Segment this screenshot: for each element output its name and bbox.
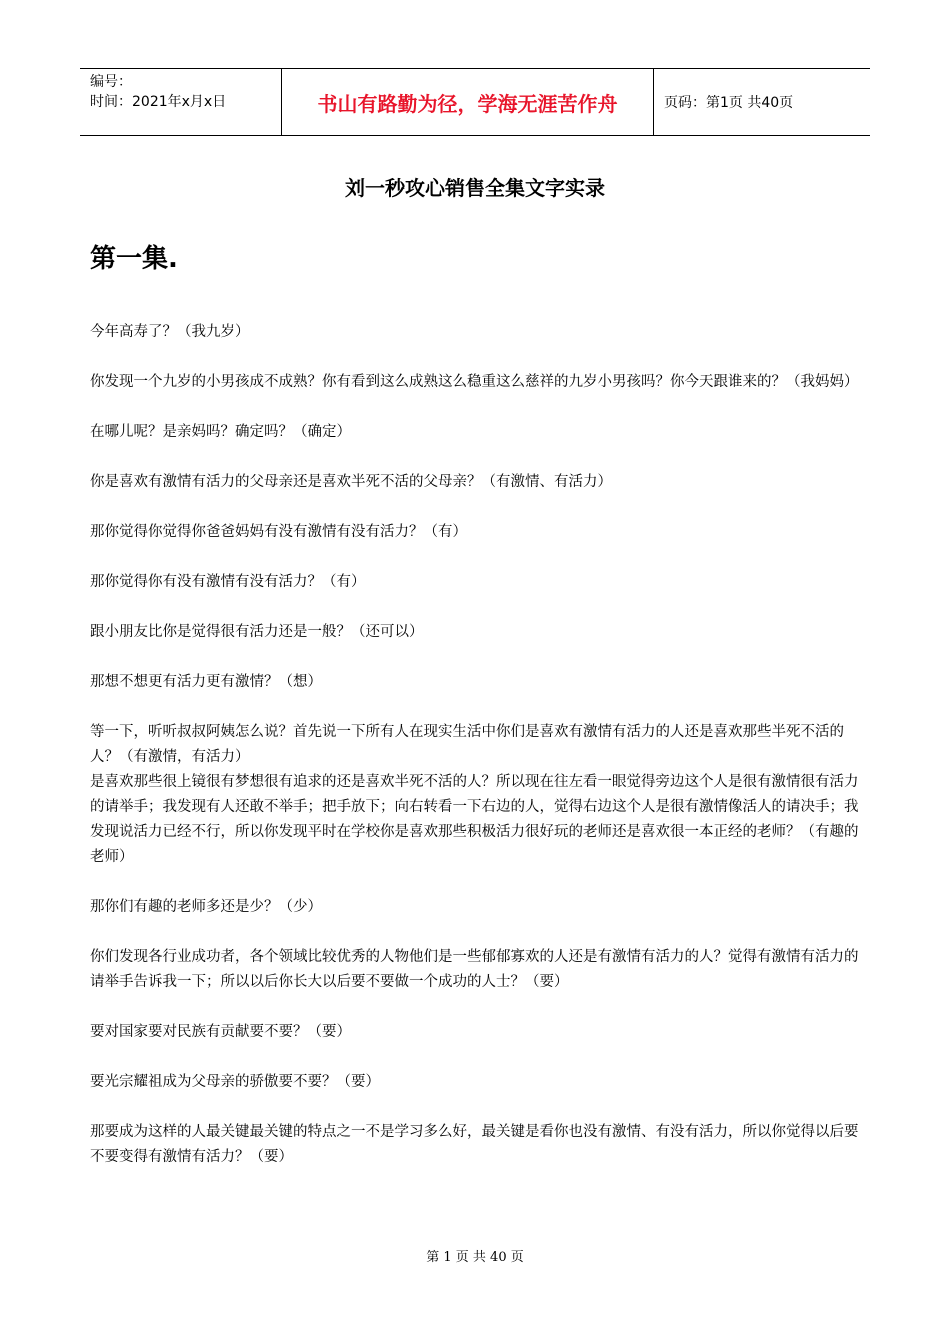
paragraph: 你们发现各行业成功者，各个领域比较优秀的人物他们是一些郁郁寡欢的人还是有激情有活力的人？觉得有激情有活力的请举手告诉我一下；所以以后你长大以后要不要做一个成功的人士？（要） xyxy=(90,949,859,990)
document-header xyxy=(80,68,870,136)
header-meta xyxy=(80,69,282,135)
paragraph: 那你觉得你有没有激情有没有活力？（有） xyxy=(90,574,366,590)
page-footer: 第 1 页 共 40 页 xyxy=(426,1250,524,1265)
paragraph: 你发现一个九岁的小男孩成不成熟？你有看到这么成熟这么稳重这么慈祥的九岁小男孩吗？你今天跟谁来的？（我妈妈） xyxy=(90,374,859,390)
number-label: 编号： xyxy=(90,74,132,90)
paragraph: 跟小朋友比你是觉得很有活力还是一般？（还可以） xyxy=(90,624,424,640)
paragraph: 是喜欢那些很上镜很有梦想很有追求的还是喜欢半死不活的人？所以现在往左看一眼觉得旁边这个人是很有激情很有活力的请举手；我发现有人还敢不举手；把手放下；向右转看一下右边的人，觉得右边这个人是很有激情像活人的请决手；我发现说活力已经不行，所以你发现平时在学校你是喜欢那些积极活力很好玩的老师还是喜欢很一本正经的老师？（有趣的老师） xyxy=(90,774,859,865)
paragraph: 那你觉得你觉得你爸爸妈妈有没有激情有没有活力？（有） xyxy=(90,524,467,540)
paragraph: 今年高寿了？（我九岁） xyxy=(90,324,250,340)
document-body xyxy=(90,320,862,1170)
paragraph: 要对国家要对民族有贡献要不要？（要） xyxy=(90,1024,351,1040)
paragraph: 那你们有趣的老师多还是少？（少） xyxy=(90,899,322,915)
document-title: 刘一秒攻心销售全集文字实录 xyxy=(345,176,605,200)
time-label: 时间：2021年x月x日 xyxy=(90,94,227,110)
paragraph: 在哪儿呢？是亲妈吗？确定吗？（确定） xyxy=(90,424,351,440)
header-page-info: 页码：第1页 共40页 xyxy=(664,95,794,111)
paragraph: 那想不想更有活力更有激情？（想） xyxy=(90,674,322,690)
header-slogan: 书山有路勤为径，学海无涯苦作舟 xyxy=(282,69,654,135)
section-heading: 第一集. xyxy=(90,244,178,274)
paragraph: 等一下，听听叔叔阿姨怎么说？首先说一下所有人在现实生活中你们是喜欢有激情有活力的人还是喜欢那些半死不活的人？（有激情，有活力） xyxy=(90,724,844,765)
paragraph: 你是喜欢有激情有活力的父母亲还是喜欢半死不活的父母亲？（有激情、有活力） xyxy=(90,474,612,490)
paragraph: 那要成为这样的人最关键最关键的特点之一不是学习多么好，最关键是看你也没有激情、有没有活力，所以你觉得以后要不要变得有激情有活力？（要） xyxy=(90,1124,859,1165)
paragraph: 要光宗耀祖成为父母亲的骄傲要不要？（要） xyxy=(90,1074,380,1090)
